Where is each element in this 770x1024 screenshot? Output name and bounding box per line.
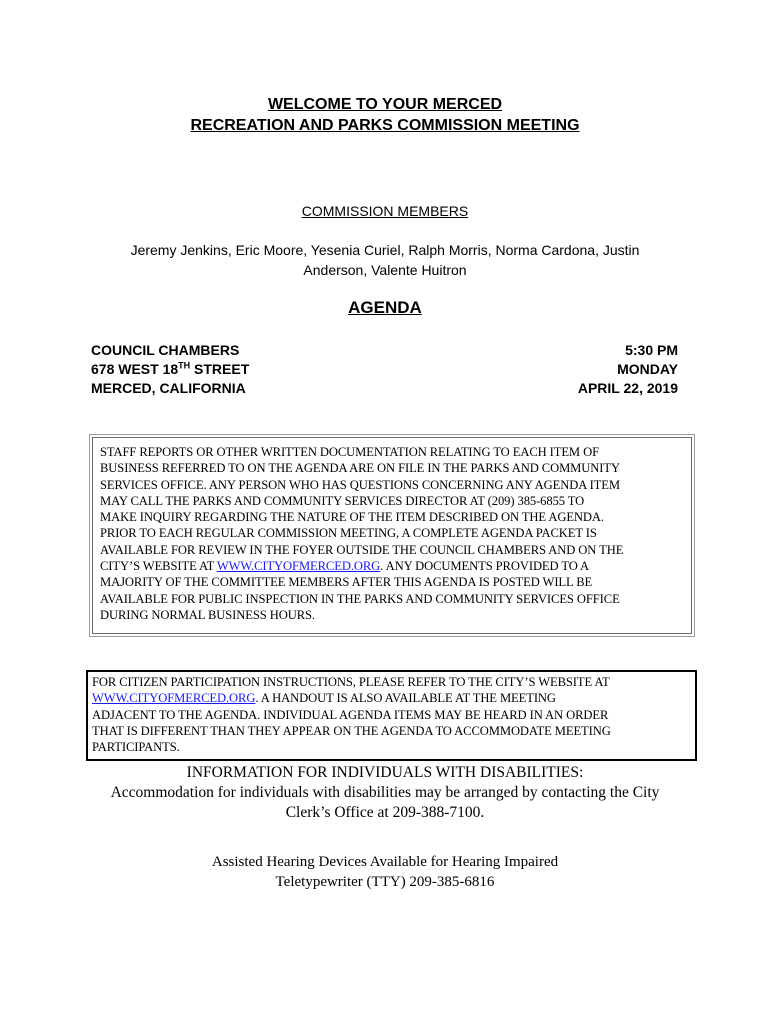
location-street-number: 678 WEST 18	[91, 361, 179, 377]
staff-notice-line	[100, 558, 685, 574]
meeting-day: MONDAY	[617, 361, 678, 377]
title-line-2: RECREATION AND PARKS COMMISSION MEETING	[190, 117, 580, 134]
staff-notice-line: AVAILABLE FOR PUBLIC INSPECTION IN THE PARKS AND COMMUNITY SERVICES OFFICE	[100, 591, 620, 606]
commission-members-list: Jeremy Jenkins, Eric Moore, Yesenia Curiel, Ralph Morris, Norma Cardona, Justin Anderson, Valente Huitron	[130, 242, 640, 278]
citizen-participation-notice	[86, 670, 697, 761]
location-street-suffix: STREET	[190, 361, 250, 377]
staff-notice-line: SERVICES OFFICE. ANY PERSON WHO HAS QUESTIONS CONCERNING ANY AGENDA ITEM	[100, 477, 620, 492]
title-line-1: WELCOME TO YOUR MERCED	[267, 96, 503, 113]
city-website-link[interactable]: WWW.CITYOFMERCED.ORG	[92, 691, 256, 706]
staff-notice-line: AVAILABLE FOR REVIEW IN THE FOYER OUTSIDE THE COUNCIL CHAMBERS AND ON THE	[100, 542, 624, 557]
disabilities-info	[80, 763, 690, 823]
tty-line: Teletypewriter (TTY) 209-385-6816	[275, 874, 495, 890]
location-line-2	[91, 360, 249, 379]
participation-text: . A HANDOUT IS ALSO AVAILABLE AT THE MEETING	[255, 691, 556, 706]
staff-notice-line: STAFF REPORTS OR OTHER WRITTEN DOCUMENTATION RELATING TO EACH ITEM OF	[100, 445, 599, 459]
location-line-1: COUNCIL CHAMBERS	[91, 342, 240, 358]
hearing-devices-info	[0, 852, 770, 892]
staff-notice-line: DURING NORMAL BUSINESS HOURS.	[100, 607, 315, 622]
disabilities-line: Clerk’s Office at 209-388-7100.	[285, 804, 485, 821]
participation-line	[92, 690, 691, 706]
staff-reports-notice-body	[92, 437, 692, 634]
staff-notice-text: CITY’S WEBSITE AT	[100, 559, 217, 574]
staff-notice-text: . ANY DOCUMENTS PROVIDED TO A	[380, 559, 590, 574]
meeting-schedule	[578, 341, 678, 398]
staff-notice-line: MAY CALL THE PARKS AND COMMUNITY SERVICES DIRECTOR AT (209) 385-6855 TO	[100, 493, 585, 508]
staff-notice-line: BUSINESS REFERRED TO ON THE AGENDA ARE ON FILE IN THE PARKS AND COMMUNITY	[100, 461, 620, 476]
participation-line: FOR CITIZEN PARTICIPATION INSTRUCTIONS, PLEASE REFER TO THE CITY’S WEBSITE AT	[92, 675, 610, 689]
meeting-location	[91, 341, 249, 398]
commission-members-heading: COMMISSION MEMBERS	[301, 203, 469, 219]
page-title	[0, 94, 770, 136]
staff-notice-line: MAJORITY OF THE COMMITTEE MEMBERS AFTER THIS AGENDA IS POSTED WILL BE	[100, 575, 593, 590]
location-line-3: MERCED, CALIFORNIA	[91, 380, 246, 396]
participation-line: ADJACENT TO THE AGENDA. INDIVIDUAL AGENDA ITEMS MAY BE HEARD IN AN ORDER	[92, 707, 609, 722]
staff-notice-line: MAKE INQUIRY REGARDING THE NATURE OF THE ITEM DESCRIBED ON THE AGENDA.	[100, 510, 604, 525]
hearing-devices-line: Assisted Hearing Devices Available for Hearing Impaired	[211, 854, 559, 870]
participation-line: THAT IS DIFFERENT THAN THEY APPEAR ON THE AGENDA TO ACCOMMODATE MEETING	[92, 723, 611, 738]
staff-notice-line: PRIOR TO EACH REGULAR COMMISSION MEETING, A COMPLETE AGENDA PACKET IS	[100, 526, 597, 541]
meeting-date: APRIL 22, 2019	[577, 380, 678, 396]
meeting-time: 5:30 PM	[625, 342, 678, 358]
disabilities-heading: INFORMATION FOR INDIVIDUALS WITH DISABILITIES:	[186, 764, 584, 781]
staff-reports-notice	[89, 434, 695, 637]
disabilities-line: Accommodation for individuals with disabilities may be arranged by contacting the City	[110, 784, 660, 801]
city-website-link[interactable]: WWW.CITYOFMERCED.ORG	[216, 559, 381, 574]
participation-line: PARTICIPANTS.	[92, 740, 180, 755]
agenda-heading: AGENDA	[348, 298, 422, 317]
location-ordinal: TH	[178, 360, 191, 371]
